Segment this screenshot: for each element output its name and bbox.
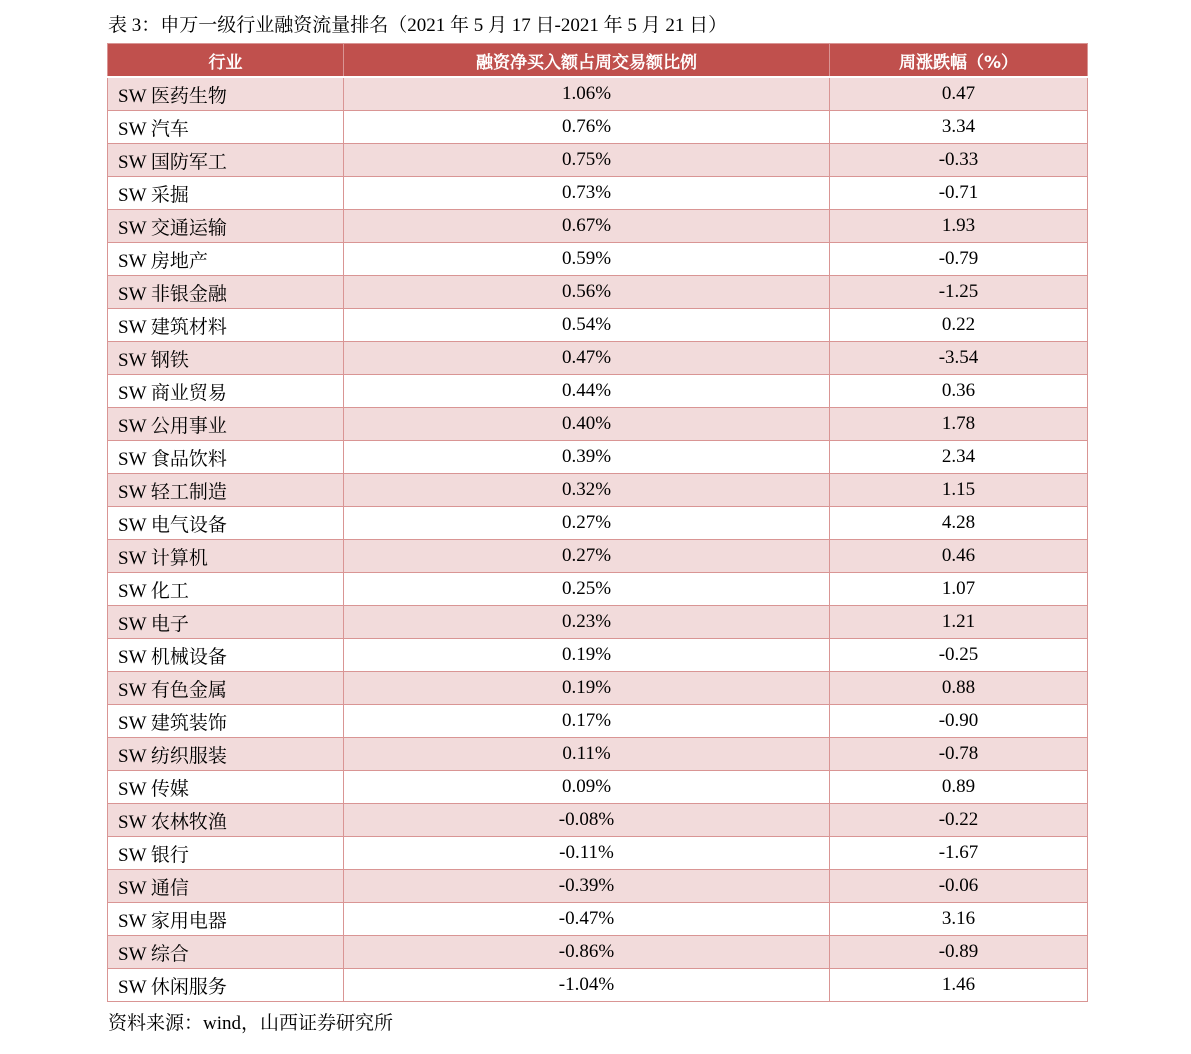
- cell-industry: SW 交通运输: [108, 210, 344, 243]
- cell-industry: SW 食品饮料: [108, 441, 344, 474]
- cell-weekly-change: -3.54: [830, 342, 1088, 375]
- cell-industry: SW 商业贸易: [108, 375, 344, 408]
- table-body: [108, 77, 1088, 1002]
- cell-weekly-change: -0.33: [830, 144, 1088, 177]
- cell-weekly-change: 1.07: [830, 573, 1088, 606]
- cell-weekly-change: 1.21: [830, 606, 1088, 639]
- table-row: [108, 210, 1088, 243]
- table-row: [108, 540, 1088, 573]
- header-industry: 行业: [108, 44, 344, 78]
- cell-weekly-change: -0.79: [830, 243, 1088, 276]
- cell-financing-ratio: 0.19%: [344, 639, 830, 672]
- cell-weekly-change: 0.88: [830, 672, 1088, 705]
- cell-financing-ratio: 0.73%: [344, 177, 830, 210]
- cell-weekly-change: 2.34: [830, 441, 1088, 474]
- cell-financing-ratio: -0.11%: [344, 837, 830, 870]
- cell-industry: SW 建筑材料: [108, 309, 344, 342]
- cell-industry: SW 电子: [108, 606, 344, 639]
- cell-weekly-change: 0.46: [830, 540, 1088, 573]
- cell-industry: SW 银行: [108, 837, 344, 870]
- cell-financing-ratio: -1.04%: [344, 969, 830, 1002]
- table-row: [108, 507, 1088, 540]
- cell-industry: SW 房地产: [108, 243, 344, 276]
- table-row: [108, 672, 1088, 705]
- cell-financing-ratio: 1.06%: [344, 77, 830, 111]
- table-row: [108, 342, 1088, 375]
- cell-weekly-change: 0.36: [830, 375, 1088, 408]
- cell-weekly-change: 1.93: [830, 210, 1088, 243]
- industry-financing-table: [107, 43, 1088, 1002]
- cell-financing-ratio: 0.47%: [344, 342, 830, 375]
- table-row: [108, 771, 1088, 804]
- cell-weekly-change: -0.22: [830, 804, 1088, 837]
- cell-industry: SW 综合: [108, 936, 344, 969]
- cell-financing-ratio: 0.17%: [344, 705, 830, 738]
- cell-industry: SW 化工: [108, 573, 344, 606]
- cell-financing-ratio: 0.25%: [344, 573, 830, 606]
- cell-industry: SW 农林牧渔: [108, 804, 344, 837]
- cell-financing-ratio: -0.86%: [344, 936, 830, 969]
- table-row: [108, 77, 1088, 111]
- table-row: [108, 375, 1088, 408]
- table-row: [108, 276, 1088, 309]
- cell-industry: SW 轻工制造: [108, 474, 344, 507]
- table-row: [108, 969, 1088, 1002]
- cell-industry: SW 纺织服装: [108, 738, 344, 771]
- cell-weekly-change: -0.71: [830, 177, 1088, 210]
- cell-industry: SW 非银金融: [108, 276, 344, 309]
- cell-weekly-change: -1.67: [830, 837, 1088, 870]
- cell-industry: SW 医药生物: [108, 77, 344, 111]
- table-caption: 表 3：申万一级行业融资流量排名（2021 年 5 月 17 日-2021 年 5 月 21 日）: [108, 15, 728, 36]
- table-row: [108, 870, 1088, 903]
- cell-financing-ratio: 0.27%: [344, 507, 830, 540]
- table-row: [108, 243, 1088, 276]
- cell-financing-ratio: 0.44%: [344, 375, 830, 408]
- header-weekly-change: 周涨跌幅（%）: [830, 44, 1088, 78]
- table-row: [108, 573, 1088, 606]
- cell-weekly-change: -1.25: [830, 276, 1088, 309]
- header-financing-ratio: 融资净买入额占周交易额比例: [344, 44, 830, 78]
- cell-financing-ratio: 0.40%: [344, 408, 830, 441]
- industry-financing-table-container: [107, 43, 1087, 1002]
- cell-weekly-change: 1.15: [830, 474, 1088, 507]
- cell-industry: SW 家用电器: [108, 903, 344, 936]
- cell-industry: SW 传媒: [108, 771, 344, 804]
- cell-financing-ratio: 0.76%: [344, 111, 830, 144]
- cell-weekly-change: -0.78: [830, 738, 1088, 771]
- cell-weekly-change: 1.78: [830, 408, 1088, 441]
- cell-industry: SW 公用事业: [108, 408, 344, 441]
- cell-financing-ratio: 0.27%: [344, 540, 830, 573]
- table-row: [108, 408, 1088, 441]
- table-row: [108, 804, 1088, 837]
- cell-industry: SW 钢铁: [108, 342, 344, 375]
- cell-weekly-change: -0.90: [830, 705, 1088, 738]
- cell-weekly-change: 0.47: [830, 77, 1088, 111]
- cell-industry: SW 国防军工: [108, 144, 344, 177]
- cell-financing-ratio: 0.56%: [344, 276, 830, 309]
- table-row: [108, 177, 1088, 210]
- cell-weekly-change: -0.25: [830, 639, 1088, 672]
- table-row: [108, 441, 1088, 474]
- cell-financing-ratio: 0.32%: [344, 474, 830, 507]
- cell-industry: SW 汽车: [108, 111, 344, 144]
- table-row: [108, 705, 1088, 738]
- table-row: [108, 309, 1088, 342]
- cell-industry: SW 建筑装饰: [108, 705, 344, 738]
- cell-financing-ratio: 0.67%: [344, 210, 830, 243]
- table-row: [108, 606, 1088, 639]
- cell-financing-ratio: 0.75%: [344, 144, 830, 177]
- cell-financing-ratio: -0.47%: [344, 903, 830, 936]
- cell-financing-ratio: 0.54%: [344, 309, 830, 342]
- cell-financing-ratio: -0.39%: [344, 870, 830, 903]
- table-header-row: [108, 44, 1088, 78]
- cell-weekly-change: 0.89: [830, 771, 1088, 804]
- cell-industry: SW 电气设备: [108, 507, 344, 540]
- cell-financing-ratio: 0.19%: [344, 672, 830, 705]
- cell-weekly-change: 3.16: [830, 903, 1088, 936]
- cell-weekly-change: 1.46: [830, 969, 1088, 1002]
- table-row: [108, 474, 1088, 507]
- cell-industry: SW 机械设备: [108, 639, 344, 672]
- table-row: [108, 837, 1088, 870]
- cell-financing-ratio: -0.08%: [344, 804, 830, 837]
- cell-industry: SW 采掘: [108, 177, 344, 210]
- table-row: [108, 144, 1088, 177]
- cell-weekly-change: -0.89: [830, 936, 1088, 969]
- cell-financing-ratio: 0.39%: [344, 441, 830, 474]
- source-note: 资料来源：wind，山西证券研究所: [108, 1013, 394, 1034]
- cell-industry: SW 计算机: [108, 540, 344, 573]
- cell-industry: SW 有色金属: [108, 672, 344, 705]
- cell-weekly-change: 0.22: [830, 309, 1088, 342]
- cell-industry: SW 休闲服务: [108, 969, 344, 1002]
- cell-weekly-change: 3.34: [830, 111, 1088, 144]
- cell-weekly-change: 4.28: [830, 507, 1088, 540]
- table-row: [108, 738, 1088, 771]
- cell-financing-ratio: 0.09%: [344, 771, 830, 804]
- table-row: [108, 111, 1088, 144]
- table-row: [108, 936, 1088, 969]
- cell-weekly-change: -0.06: [830, 870, 1088, 903]
- cell-financing-ratio: 0.11%: [344, 738, 830, 771]
- cell-industry: SW 通信: [108, 870, 344, 903]
- table-row: [108, 639, 1088, 672]
- table-row: [108, 903, 1088, 936]
- cell-financing-ratio: 0.59%: [344, 243, 830, 276]
- cell-financing-ratio: 0.23%: [344, 606, 830, 639]
